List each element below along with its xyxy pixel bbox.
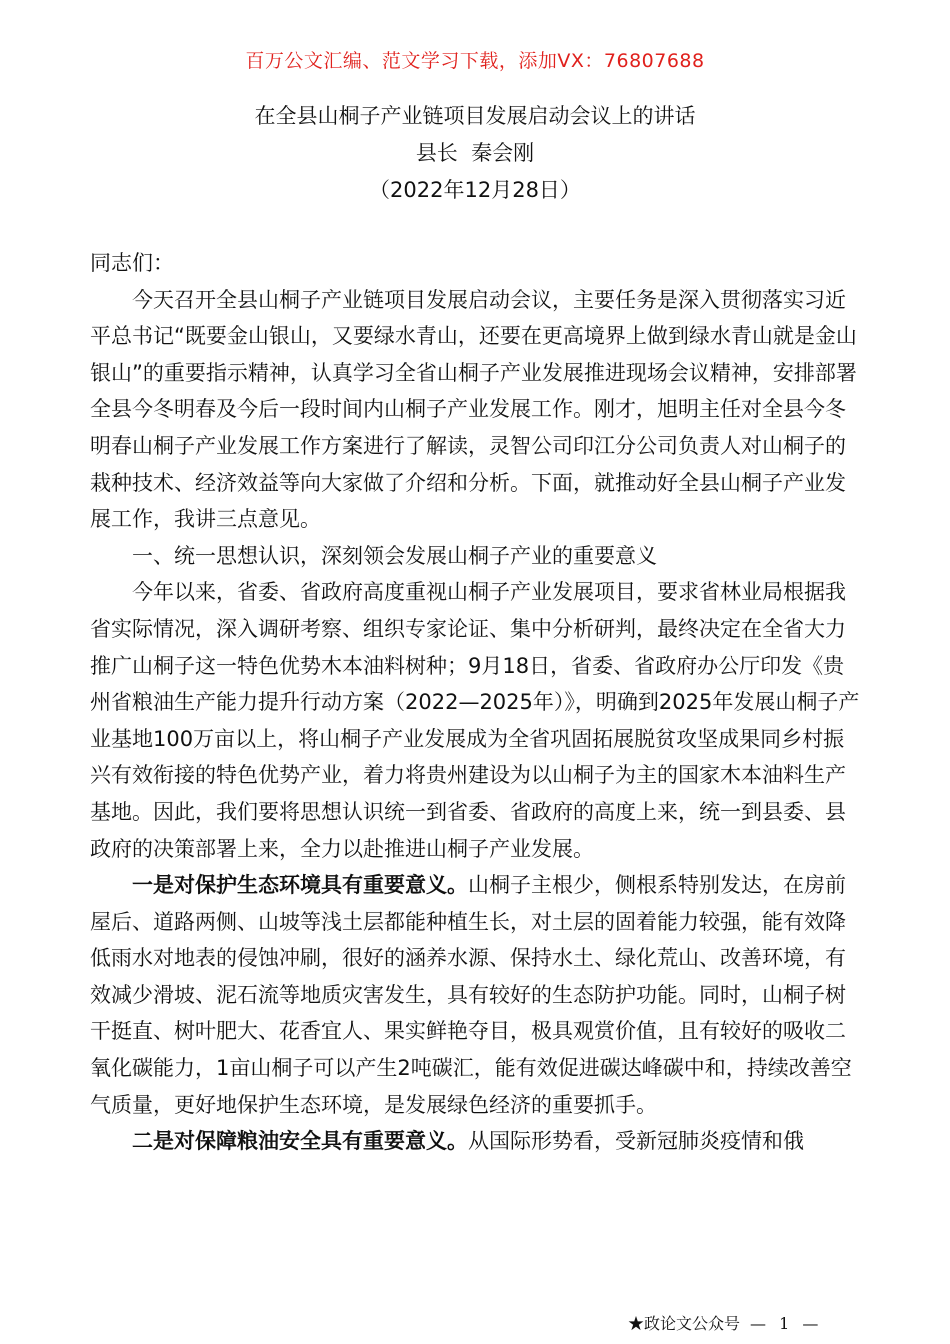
page-footer	[628, 1311, 822, 1334]
point-1-lead: 一是对保护生态环境具有重要意义。	[132, 873, 468, 898]
paragraph-point-1	[90, 867, 860, 1123]
paragraph-background: 今年以来，省委、省政府高度重视山桐子产业发展项目，要求省林业局根据我省实际情况，深入调研考察、组织专家论证、集中分析研判，最终决定在全省大力推广山桐子这一特色优势木本油料树种；9月18日，省委、省政府办公厅印发《贵州省粮油生产能力提升行动方案（2022—2025年）》，明确到2025年发展山桐子产业基地100万亩以上，将山桐子产业发展成为全省巩固拓展脱贫攻坚成果同乡村振兴有效衔接的特色优势产业，着力将贵州建设为以山桐子为主的国家木本油料生产基地。因此，我们要将思想认识统一到省委、省政府的高度上来，统一到县委、县政府的决策部署上来，全力以赴推进山桐子产业发展。	[90, 580, 860, 861]
page-number: — 1 —	[750, 1314, 823, 1333]
paragraph-point-2	[90, 1123, 860, 1160]
speech-body	[90, 245, 860, 1160]
paragraph-intro: 今天召开全县山桐子产业链项目发展启动会议，主要任务是深入贯彻落实习近平总书记“既要金山银山，又要绿水青山，还要在更高境界上做到绿水青山就是金山银山”的重要指示精神，认真学习全省山桐子产业发展推进现场会议精神，安排部署全县今冬明春及今后一段时间内山桐子产业发展工作。刚才，旭明主任对全县今冬明春山桐子产业发展工作方案进行了解读，灵智公司印江分公司负责人对山桐子的栽种技术、经济效益等向大家做了介绍和分析。下面，就推动好全县山桐子产业发展工作，我讲三点意见。	[90, 287, 857, 532]
point-2-lead: 二是对保障粮油安全具有重要意义。	[132, 1129, 468, 1154]
footer-source: ★政论文公众号	[628, 1314, 741, 1333]
speech-date: （2022年12月28日）	[369, 178, 581, 202]
section-heading-1: 一、统一思想认识，深刻领会发展山桐子产业的重要意义	[132, 543, 657, 568]
speaker-line: 县长 秦会刚	[415, 141, 535, 165]
header-banner: 百万公文汇编、范文学习下载，添加VX：76807688	[245, 50, 705, 72]
point-2-text: 从国际形势看，受新冠肺炎疫情和俄	[468, 1129, 804, 1154]
greeting: 同志们：	[90, 251, 174, 275]
point-1-text: 山桐子主根少，侧根系特别发达，在房前屋后、道路两侧、山坡等浅土层都能种植生长，对土层的固着能力较强，能有效降低雨水对地表的侵蚀冲刷，很好的涵养水源、保持水土、绿化荒山、改善环境，有效减少滑坡、泥石流等地质灾害发生，具有较好的生态防护功能。同时，山桐子树干挺直、树叶肥大、花香宜人、果实鲜艳夺目，极具观赏价值，且有较好的吸收二氧化碳能力，1亩山桐子可以产生2吨碳汇，能有效促进碳达峰碳中和，持续改善空气质量，更好地保护生态环境，是发展绿色经济的重要抓手。	[90, 873, 852, 1117]
speech-title: 在全县山桐子产业链项目发展启动会议上的讲话	[254, 104, 696, 128]
title-block	[0, 98, 950, 209]
